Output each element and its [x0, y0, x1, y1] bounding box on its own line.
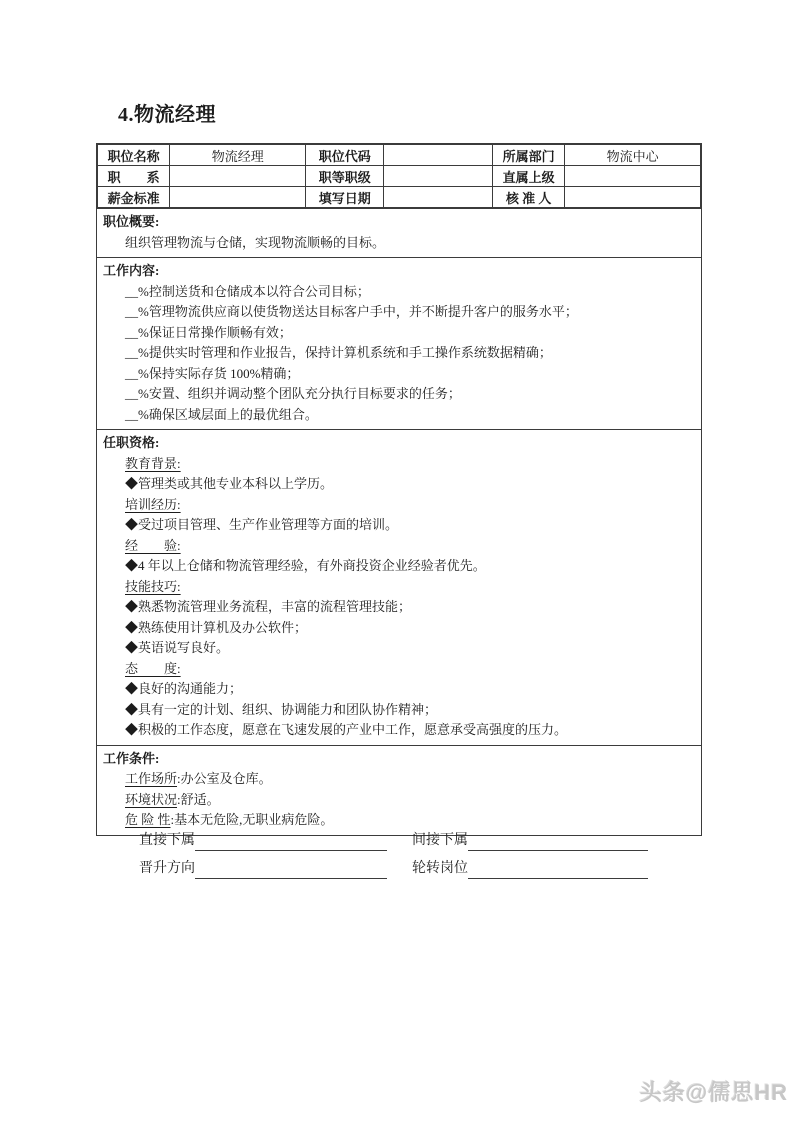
duty-item: __%确保区域层面上的最优组合。 — [125, 406, 318, 422]
qualification-group-label: 态 度: — [125, 660, 181, 676]
field-direct-subordinates — [139, 831, 387, 851]
condition-item: 环境状况:舒适。 — [125, 791, 220, 807]
qualification-group-label: 培训经历: — [125, 496, 181, 512]
duty-item: __%保持实际存货 100%精确； — [125, 365, 300, 381]
label-salary-standard: 薪金标准 — [98, 187, 170, 208]
field-label: 间接下属 — [412, 833, 468, 848]
value-job-name: 物流经理 — [170, 145, 306, 166]
duty-item: __%提供实时管理和作业报告，保持计算机系统和手工操作系统数据精确； — [125, 345, 552, 360]
value-job-grade — [384, 166, 493, 187]
duty-item: __%保证日常操作顺畅有效； — [125, 324, 292, 340]
page-title: 4.物流经理 — [118, 104, 216, 126]
qualification-group-label: 教育背景: — [125, 455, 181, 471]
section-work-content — [97, 257, 701, 429]
label-job-code: 职位代码 — [306, 145, 384, 166]
duty-item: __%管理物流供应商以使货物送达目标客户手中，并不断提升客户的服务水平； — [125, 304, 578, 319]
label-job-grade: 职等职级 — [306, 166, 384, 187]
qualification-group-label: 技能技巧: — [125, 578, 181, 594]
blank-underline — [195, 833, 387, 851]
field-rotation-position — [412, 859, 648, 879]
field-promotion-direction — [139, 859, 387, 879]
label-job-family: 职 系 — [98, 166, 170, 187]
qualification-item: ◆管理类或其他专业本科以上学历。 — [125, 476, 334, 491]
condition-item: 危 险 性:基本无危险,无职业病危险。 — [125, 812, 334, 827]
footer-row — [96, 851, 702, 879]
qualification-item: ◆具有一定的计划、组织、协调能力和团队协作精神； — [125, 701, 438, 717]
watermark: 头条@儒思HR — [639, 1080, 788, 1105]
field-label: 晋升方向 — [139, 861, 195, 876]
qualification-group-label: 经 验: — [125, 537, 181, 553]
label-job-name: 职位名称 — [98, 145, 170, 166]
table-row — [98, 145, 701, 166]
label-approver: 核 准 人 — [492, 187, 564, 208]
section-qualifications — [97, 429, 701, 745]
table-row — [98, 187, 701, 208]
qualification-item: ◆受过项目管理、生产作业管理等方面的培训。 — [125, 517, 399, 532]
footer-row — [96, 823, 702, 851]
blank-underline — [468, 833, 648, 851]
section-title: 工作条件: — [103, 750, 160, 766]
label-direct-superior: 直属上级 — [492, 166, 564, 187]
value-direct-superior — [565, 166, 701, 187]
qualification-item: ◆英语说写良好。 — [125, 640, 230, 655]
qualification-item: ◆积极的工作态度，愿意在飞速发展的产业中工作，愿意承受高强度的压力。 — [125, 722, 568, 737]
value-approver — [565, 187, 701, 208]
value-salary-standard — [170, 187, 306, 208]
section-job-summary — [97, 208, 701, 257]
info-header-table — [97, 144, 701, 208]
qualification-item: ◆熟悉物流管理业务流程，丰富的流程管理技能； — [125, 599, 412, 614]
duty-item: __%控制送货和仓储成本以符合公司目标； — [125, 283, 370, 299]
label-fill-date: 填写日期 — [306, 187, 384, 208]
job-description-table — [96, 143, 702, 836]
qualification-item: ◆熟练使用计算机及办公软件； — [125, 619, 308, 635]
footer-fields — [96, 823, 702, 879]
blank-underline — [468, 861, 648, 879]
field-indirect-subordinates — [412, 831, 648, 851]
value-job-code — [384, 145, 493, 166]
condition-item: 工作场所:办公室及仓库。 — [125, 771, 272, 786]
label-department: 所属部门 — [492, 145, 564, 166]
section-title: 工作内容: — [103, 263, 160, 278]
section-work-conditions — [97, 745, 701, 835]
blank-underline — [195, 861, 387, 879]
section-title: 职位概要: — [103, 214, 160, 229]
qualification-item: ◆良好的沟通能力； — [125, 681, 243, 696]
value-department: 物流中心 — [565, 145, 701, 166]
duty-item: __%安置、组织并调动整个团队充分执行目标要求的任务； — [125, 386, 461, 401]
field-label: 直接下属 — [139, 833, 195, 848]
summary-text: 组织管理物流与仓储，实现物流顺畅的目标。 — [125, 234, 386, 250]
qualification-item: ◆4 年以上仓储和物流管理经验，有外商投资企业经验者优先。 — [125, 558, 486, 573]
value-job-family — [170, 166, 306, 187]
field-label: 轮转岗位 — [412, 861, 468, 876]
value-fill-date — [384, 187, 493, 208]
section-title: 任职资格: — [103, 435, 160, 450]
table-row — [98, 166, 701, 187]
